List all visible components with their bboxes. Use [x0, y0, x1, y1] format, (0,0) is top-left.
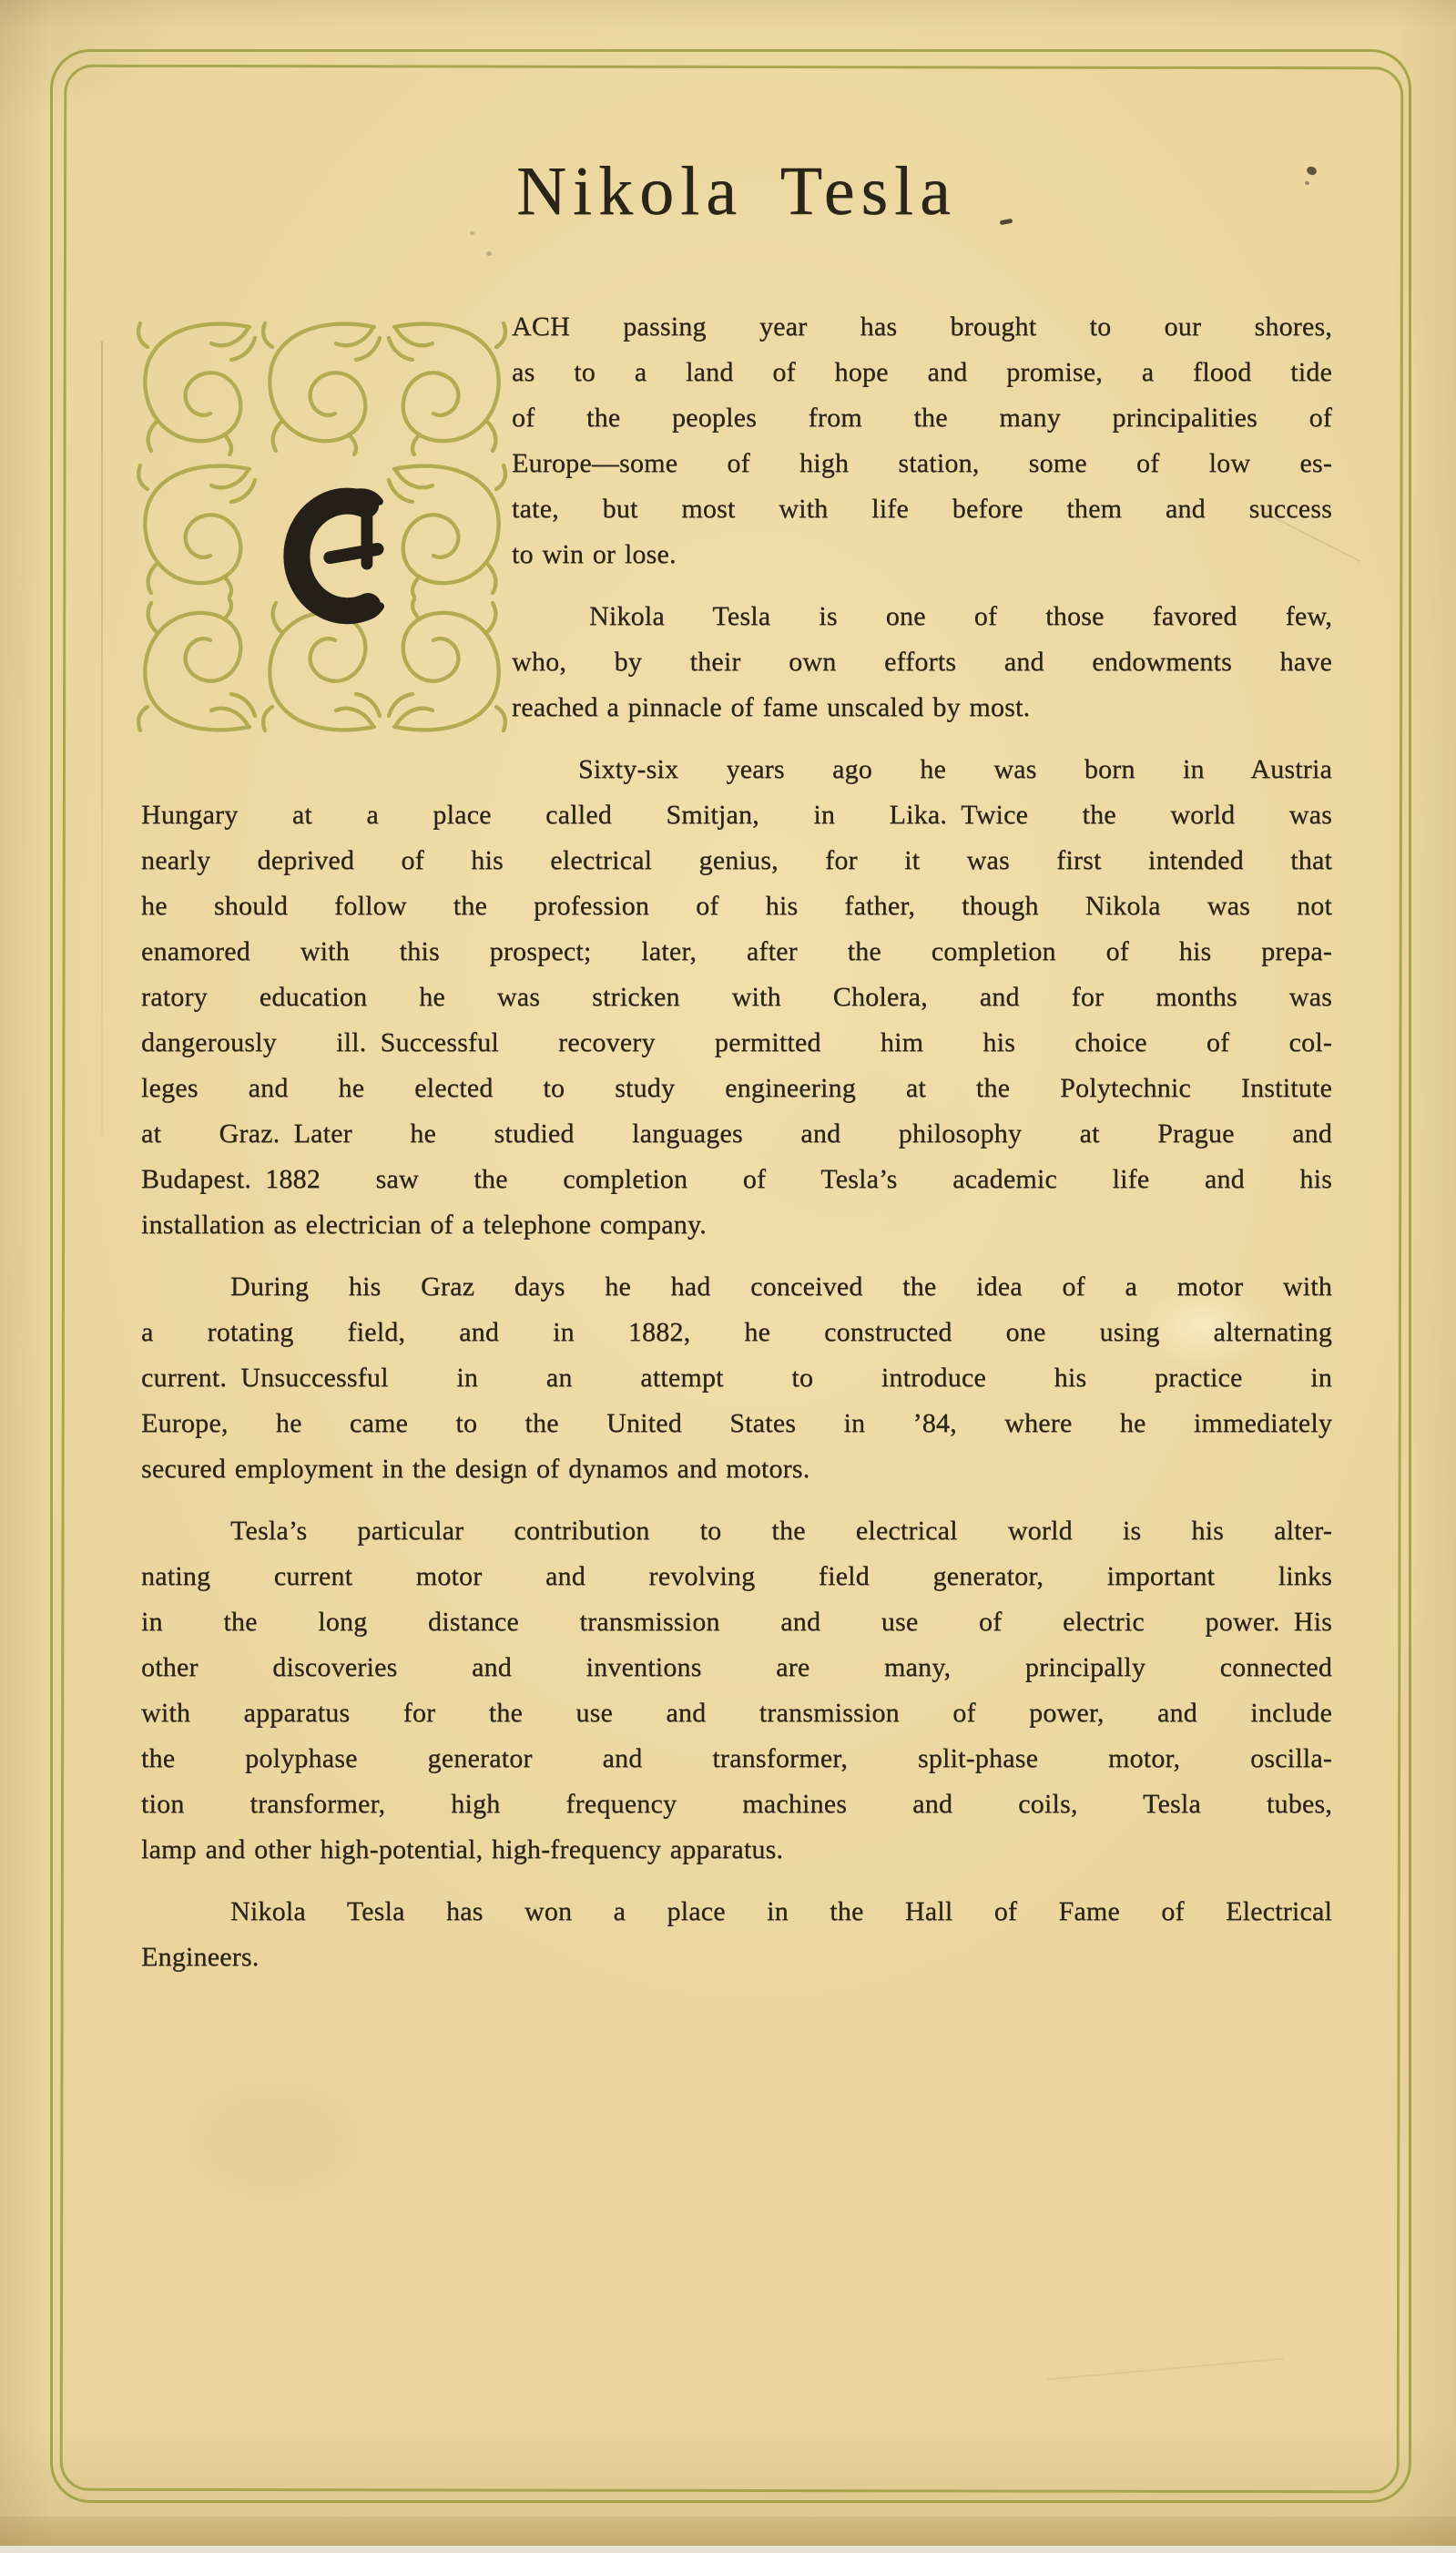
text-line: During his Graz days he had conceived the idea of a motor with	[230, 1271, 1332, 1302]
text-line: Engineers.	[141, 1942, 260, 1972]
text-line: the polyphase generator and transformer, split-phase motor, oscilla-	[141, 1743, 1332, 1773]
paper-speck	[470, 231, 474, 235]
text-line: tate, but most with life before them and success	[512, 494, 1332, 524]
paragraph-p2	[512, 594, 1332, 730]
body-text	[141, 304, 1332, 1980]
paragraph-p1	[512, 304, 1332, 577]
text-line: Hungary at a place called Smitjan, in Lika. Twice the world was	[141, 800, 1332, 830]
text-line: with apparatus for the use and transmission of power, and include	[141, 1698, 1332, 1728]
text-line: nearly deprived of his electrical genius, for it was first intended that	[141, 845, 1332, 875]
text-line: Nikola Tesla is one of those favored few,	[589, 601, 1332, 631]
text-line: as to a land of hope and promise, a flood tide	[512, 357, 1332, 387]
text-line: ACH passing year has brought to our shores,	[512, 311, 1332, 342]
paragraph-p5	[141, 1508, 1332, 1873]
text-line: enamored with this prospect; later, after the completion of his prepa-	[141, 936, 1332, 966]
paragraph-p4	[141, 1264, 1332, 1492]
text-line: tion transformer, high frequency machines and coils, Tesla tubes,	[141, 1789, 1332, 1819]
text-line: Sixty-six years ago he was born in Austria	[578, 754, 1332, 784]
text-line: he should follow the profession of his father, though Nikola was not	[141, 891, 1332, 921]
text-line: leges and he elected to study engineering at the Polytechnic Institute	[141, 1073, 1332, 1103]
text-line: secured employment in the design of dynamos and motors.	[141, 1454, 810, 1484]
text-line: nating current motor and revolving field generator, important links	[141, 1561, 1332, 1591]
paper-speck	[486, 251, 492, 256]
text-line: a rotating field, and in 1882, he constructed one using alternating	[141, 1317, 1332, 1347]
paper-bottom-edge	[0, 2517, 1456, 2546]
paper-speck	[1305, 181, 1309, 185]
scan-background-edge	[0, 2546, 1456, 2553]
text-line: at Graz. Later he studied languages and philosophy at Prague and	[141, 1118, 1332, 1149]
text-line: reached a pinnacle of fame unscaled by most.	[512, 692, 1031, 722]
text-line: Budapest. 1882 saw the completion of Tesla’s academic life and his	[141, 1164, 1332, 1194]
text-line: of the peoples from the many principalities of	[512, 403, 1332, 433]
text-line: to win or lose.	[512, 539, 677, 569]
text-line: who, by their own efforts and endowments have	[512, 647, 1332, 677]
text-line: Nikola Tesla has won a place in the Hall of Fame of Electrical	[230, 1896, 1332, 1926]
text-line: installation as electrician of a telephone company.	[141, 1210, 707, 1240]
paragraph-p6	[141, 1889, 1332, 1980]
text-line: ratory education he was stricken with Cholera, and for months was	[141, 982, 1332, 1012]
page-title: Nikola Tesla	[516, 153, 957, 230]
text-line: dangerously ill. Successful recovery permitted him his choice of col-	[141, 1027, 1332, 1057]
paper-crease	[1047, 2358, 1283, 2381]
paper-crease	[101, 342, 103, 1134]
text-line: Europe, he came to the United States in ’84, where he immediately	[141, 1408, 1332, 1438]
text-line: lamp and other high-potential, high-frequency apparatus.	[141, 1834, 784, 1864]
text-line: current. Unsuccessful in an attempt to introduce his practice in	[141, 1363, 1332, 1393]
text-line: Europe—some of high station, some of low es-	[512, 448, 1332, 478]
paragraph-p3	[141, 747, 1332, 1248]
text-line: other discoveries and inventions are many, principally connected	[141, 1652, 1332, 1682]
text-line: Tesla’s particular contribution to the electrical world is his alter-	[230, 1516, 1332, 1546]
text-line: in the long distance transmission and use of electric power. His	[141, 1607, 1332, 1637]
